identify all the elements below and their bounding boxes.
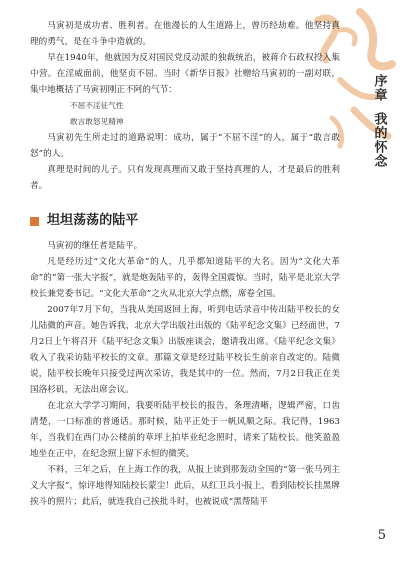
chapter-subtitle: 我的怀念 [371,112,387,168]
paragraph: 真理是时间的儿子。只有发现真理而又敢于坚持真理的人，才是最后的胜利者。 [30,165,340,191]
chapter-label: 序章 [371,74,387,102]
orange-square-icon [30,217,39,226]
paragraph: 凡是经历过“文化大革命”的人，几乎都知道陆平的大名。因为“文化大革命”的“第一张大字报”，就是炮轰陆平的，轰得全国震惊。当时，陆平是北京大学校长兼党委书记。“文化大革命”之火从北京大学点燃，席卷全国。 [30,257,340,299]
paragraph: 2007年7月下旬，当我从美国返回上海，听到电话录音中传出陆平校长的女儿陆微的声音。她告诉我，北京大学出版社出版的《陆平纪念文集》已经面世，7月2日上午将召开《陆平纪念文集》出版座谈会，邀请我出席。《陆平纪念文集》收入了我采访陆平校长的文章。那篇文章是经过陆平校长生前亲自改定的。陆微说，陆平校长晚年只接受过两次采访，我是其中的一位。然而，7月2日我正在美国洛杉矶，无法出席会议。 [30,305,341,395]
couplet-line: 敢言敢怒见精神 [70,117,124,126]
section-title: 坦坦荡荡的陆平 [47,213,139,228]
chapter-side-label [366,74,392,168]
paragraph: 早在1940年，他就因为反对国民党反动派的独裁统治，被蒋介石政权投入集中营。在淫威面前，他坚贞不屈。当时《新华日报》社赠给马寅初的一副对联，集中地概括了马寅初刚正不阿的气节： [30,53,340,95]
page-number: 5 [377,528,386,543]
couplet-line: 不屈不淫征气性 [70,101,124,110]
paragraph: 在北京大学学习期间，我要听陆平校长的报告，条理清晰，逻辑严密，口齿清楚，一口标准的普通话。那时候，陆平正处于一帆风顺之际。我记得，1963年，当我们在西门办公楼前的草坪上拍毕业纪念照时，请来了陆校长。他笑盈盈地坐在正中，在纪念照上留下永恒的微笑。 [30,401,340,459]
paragraph: 马寅初的继任者是陆平。 [47,241,143,251]
section-heading [30,208,340,234]
paragraph: 不料，三年之后，在上海工作的我，从报上读到那轰动全国的“第一张马列主义大字报”，惊评地得知陆校长蒙尘！此后，从红卫兵小报上，看到陆校长挂黑牌挨斗的照片；此后，就连我自己挨批斗时，也被说成“黑帮陆平 [30,465,340,507]
paragraph: 马寅初先生所走过的道路说明：成功，属于“不屈不淫”的人，属于“敢言敢怒”的人。 [30,133,340,159]
page-body [30,18,340,510]
paragraph: 马寅初是成功者、胜利者。在他漫长的人生道路上，曾历经劫难。他坚持真理的勇气，是在斗争中造就的。 [30,21,340,47]
